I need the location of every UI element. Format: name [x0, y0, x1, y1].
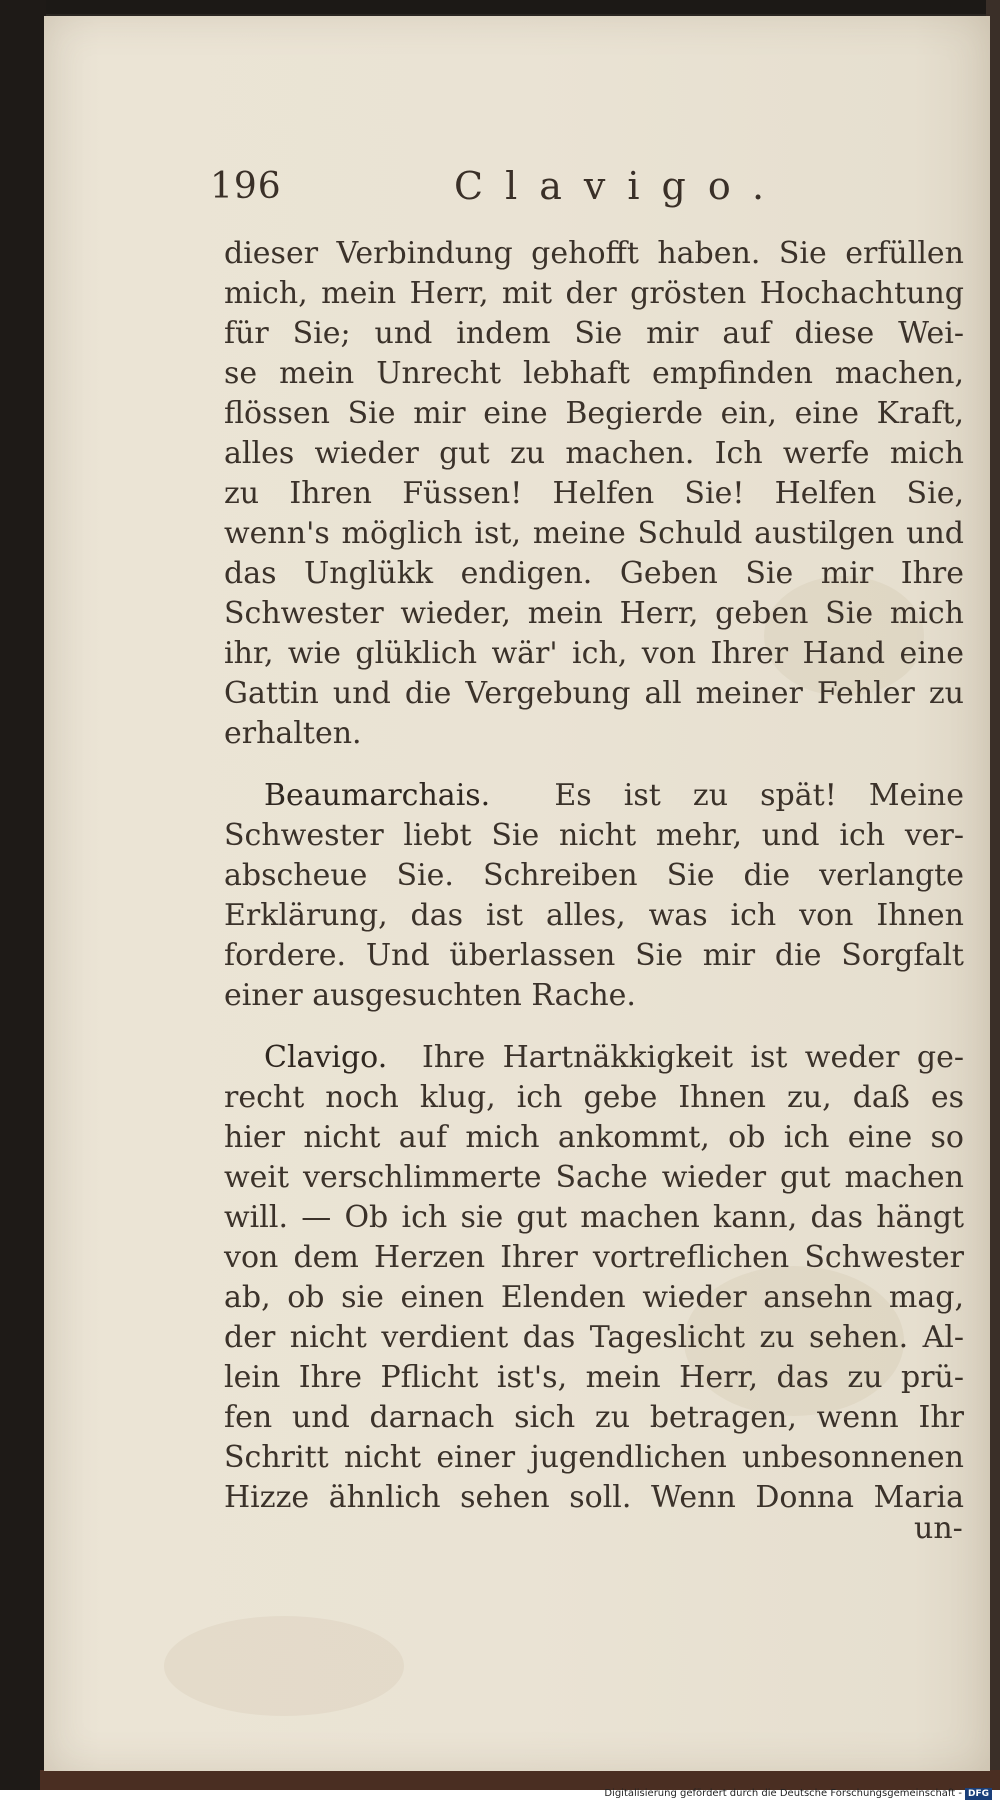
text-line: Hizze ähnlich sehen soll. Wenn Donna Maria [224, 1480, 964, 1515]
binding-edge-left [0, 0, 46, 1790]
paper-stain [164, 1616, 404, 1716]
text-line: flössen Sie mir eine Begierde ein, eine Kraft, [224, 396, 964, 431]
text-line: mich, mein Herr, mit der grösten Hochachtung [224, 276, 964, 311]
running-title: Clavigo. [454, 164, 787, 208]
text-line: hier nicht auf mich ankommt, ob ich eine so [224, 1120, 964, 1155]
book-page [44, 16, 990, 1771]
text-line: Schwester liebt Sie nicht mehr, und ich ver- [224, 818, 964, 853]
paragraph [224, 776, 964, 1016]
text-line: recht noch klug, ich gebe Ihnen zu, daß es [224, 1080, 964, 1115]
speaker-name: Beaumarchais. [264, 778, 491, 813]
text-line: der nicht verdient das Tageslicht zu sehen. Al- [224, 1320, 964, 1355]
binding-edge-top [0, 0, 1000, 14]
text-line: fordere. Und überlassen Sie mir die Sorgfalt [224, 938, 964, 973]
text-line: Erklärung, das ist alles, was ich von Ihnen [224, 898, 964, 933]
digitization-credit [600, 1787, 992, 1801]
text-line [224, 776, 964, 816]
text-line: Schwester wieder, mein Herr, geben Sie mich [224, 596, 964, 631]
text-line: Schritt nicht einer jugendlichen unbesonnenen [224, 1440, 964, 1475]
text-line: will. — Ob ich sie gut machen kann, das hängt [224, 1200, 964, 1235]
speaker-name: Clavigo. [264, 1040, 388, 1075]
text-line [224, 1038, 964, 1078]
text-line: se mein Unrecht lebhaft empfinden machen, [224, 356, 964, 391]
text-line: abscheue Sie. Schreiben Sie die verlangte [224, 858, 964, 893]
catchword: un- [914, 1511, 963, 1546]
text-line: ab, ob sie einen Elenden wieder ansehn mag, [224, 1280, 964, 1315]
text-line: weit verschlimmerte Sache wieder gut machen [224, 1160, 964, 1195]
text-line: Gattin und die Vergebung all meiner Fehler zu [224, 676, 964, 711]
page-header [44, 156, 990, 216]
page-number: 196 [210, 166, 282, 207]
text-line: alles wieder gut zu machen. Ich werfe mich [224, 436, 964, 471]
text-line: erhalten. [224, 716, 362, 751]
text-line: dieser Verbindung gehofft haben. Sie erfüllen [224, 236, 964, 271]
body-text [224, 234, 964, 1518]
text-line: für Sie; und indem Sie mir auf diese Wei- [224, 316, 964, 351]
paragraph [224, 234, 964, 754]
paragraph-gap [224, 1016, 964, 1038]
credit-text: Digitalisierung gefördert durch die Deutsche Forschungsgemeinschaft - [604, 1788, 962, 1799]
paragraph [224, 1038, 964, 1518]
text-line: einer ausgesuchten Rache. [224, 978, 636, 1013]
dfg-logo: DFG [965, 1788, 992, 1800]
speech-text: Es ist zu spät! Meine [554, 778, 964, 813]
text-line: ihr, wie glüklich wär' ich, von Ihrer Hand eine [224, 636, 964, 671]
speech-text: Ihre Hartnäkkigkeit ist weder ge- [422, 1040, 964, 1075]
text-line: lein Ihre Pflicht ist's, mein Herr, das zu prü- [224, 1360, 964, 1395]
text-line: von dem Herzen Ihrer vortreflichen Schwester [224, 1240, 964, 1275]
text-line: wenn's möglich ist, meine Schuld austilgen und [224, 516, 964, 551]
text-line: das Unglükk endigen. Geben Sie mir Ihre [224, 556, 964, 591]
text-line: zu Ihren Füssen! Helfen Sie! Helfen Sie, [224, 476, 964, 511]
text-line: fen und darnach sich zu betragen, wenn Ihr [224, 1400, 964, 1435]
paragraph-gap [224, 754, 964, 776]
